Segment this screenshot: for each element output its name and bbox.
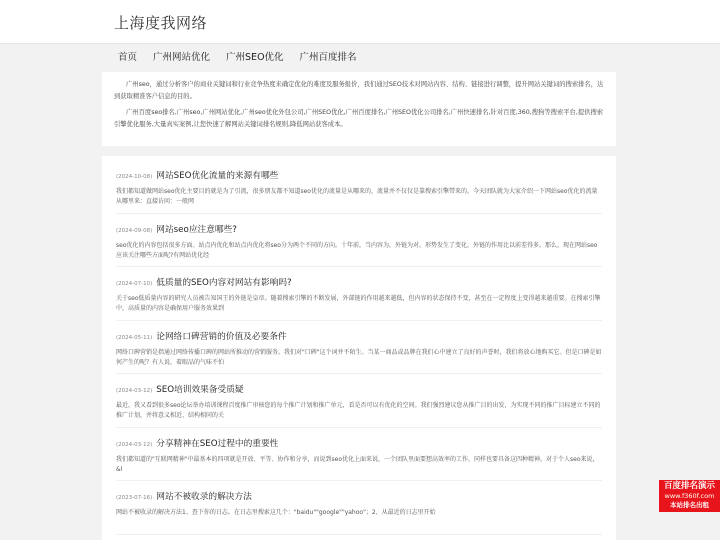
main-nav <box>0 44 720 72</box>
nav-item-baidu-ranking[interactable]: 广州百度排名 <box>299 52 357 63</box>
article-summary: seo优化的内容包括很多方面。站点内优化和站点内优化将seo分为两个不同的方向。十年前，当内容为，外链为对，形势发生了变化，外链的作用比以前差得多。那么，现在网站seo应该关注哪些方面呢?有网站优化经 <box>116 241 598 259</box>
badge-line-1: 百度排名演示 <box>663 481 715 491</box>
ranking-demo-badge[interactable] <box>659 480 720 512</box>
article-summary: 我们都知道做网站seo优化主要目的就是为了引流，很多朋友都不知道seo优化的流量是从哪来的，流量并不仅仅是靠搜索引擎带来的。今天团队就为大家介绍一下网站seo优化的流量从哪里来：直接访问：一般网 <box>116 188 598 205</box>
article-summary: 网络口碑营销是指通过网络传播口碑的网站所推动的营销服务。我们对"口碑"这个词并不陌生。当某一商品或品牌在我们心中建立了良好的声誉时，我们将放心地购买它。但是口碑是如何产生的呢？有人说，着眼品的气味不怕 <box>116 348 602 366</box>
list-item <box>116 214 602 268</box>
article-date: (2023-07-16) <box>116 495 153 501</box>
article-date: (2024-09-08) <box>116 227 153 234</box>
list-item <box>116 160 602 214</box>
article-title-link[interactable]: 网站不被收录的解决方法 <box>156 492 252 502</box>
article-summary: 我们都知道的"互联网精神"中最基本的四项就是开放、平等、协作和分享，而说到seo优化上面来说，一个团队里面要想高效率的工作，同样也要具备这四种精神。对于个人seo来说，&l <box>116 455 599 473</box>
article-summary: 关于seo低质量内容的研究人员被告知国王的外链是皇帝。随着搜索引擎的不断发展，外部链的作用越来越低，但内容的状态保持不变，甚至在一定程度上变得越来越重要。在搜索引擎中，高质量的内容是确保用户服务效果到 <box>116 295 601 312</box>
list-item <box>116 267 602 321</box>
article-date: (2024-03-12) <box>116 441 153 448</box>
article-title-link[interactable]: 网站SEO优化流量的来源有哪些 <box>156 171 279 181</box>
nav-item-home[interactable]: 首页 <box>118 52 138 63</box>
intro-paragraph-1: 广州seo，通过分析客户的商业关键词和行业竞争热度来确定优化的难度及服务报价，我们通过SEO技术对网站内容、结构、链接进行调整，提升网站关键词的搜索排名，达到获取精准客户信息的目的。 <box>114 81 604 100</box>
article-title-link[interactable]: 低质量的SEO内容对网站有影响吗? <box>156 278 292 288</box>
article-date: (2024-05-11) <box>116 334 153 341</box>
badge-line-2: www.f360f.com <box>664 492 715 500</box>
list-item <box>116 321 602 375</box>
article-date: (2024-03-12) <box>116 388 153 394</box>
list-item <box>116 374 602 428</box>
article-title-link[interactable]: 分享精神在SEO过程中的重要性 <box>156 438 279 449</box>
nav-item-site-optimization[interactable]: 广州网站优化 <box>153 52 211 63</box>
article-title-link[interactable]: 网站seo应注意哪些? <box>156 224 237 235</box>
article-summary: 网站不被收录的解决方法1、查下你的日志。在日志里搜索这几个："baidu""google""yahoo"；2、从最近的日志里开始 <box>116 509 436 516</box>
intro-box <box>102 72 616 146</box>
intro-paragraph-2: 广州百度seo排名,广州seo,广州网站优化,广州seo优化外包公司,广州SEO优化,广州百度排名,广州SEO优化公司排名,广州快速排名,针对百度,360,搜狗等搜索平台,提供搜索引擎优化服务,大量真实案例,让您快速了解网站关键词排名规则,降低网站获客成本。 <box>114 109 604 128</box>
article-list <box>102 156 616 540</box>
article-title-link[interactable]: 论网络口碑营销的价值及必要条件 <box>156 331 287 342</box>
list-item <box>116 481 602 535</box>
article-summary: 最近，我又看到很多seo论坛举办培训课程百度推广审核您的每个推广计划和推广单元，看是否可以有优化的空间。我们强烈建议您从推广目的出发，为实现不同的推广目标建立不同的推广计划，并将意义相近、结构相同的关 <box>116 402 601 419</box>
list-item <box>116 428 602 482</box>
site-header <box>0 0 720 44</box>
badge-line-3: 本站排名出租 <box>670 501 709 509</box>
article-date: (2024-10-08) <box>116 174 153 180</box>
article-date: (2024-07-10) <box>116 281 153 287</box>
article-title-link[interactable]: SEO培训效果备受质疑 <box>156 385 244 395</box>
nav-item-seo-optimization[interactable]: 广州SEO优化 <box>226 52 284 63</box>
site-title[interactable]: 上海度我网络 <box>114 14 208 32</box>
